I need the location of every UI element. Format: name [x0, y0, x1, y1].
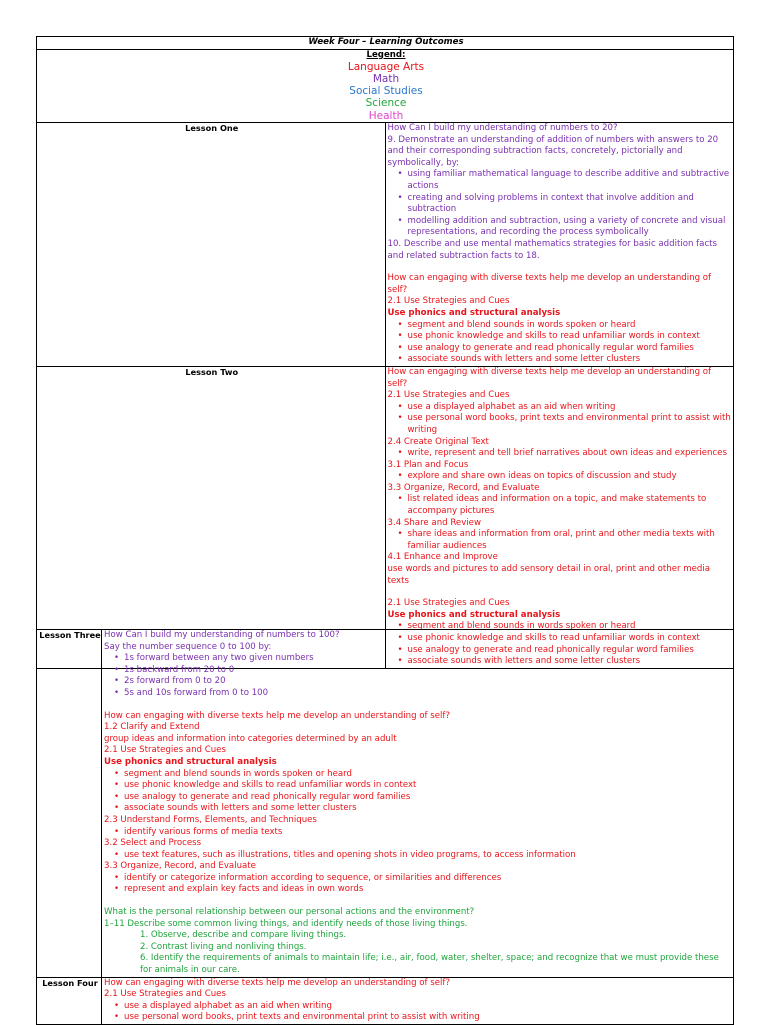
outcome-line: 3.1 Plan and Focus	[387, 459, 469, 470]
outcome-line: 3.3 Organize, Record, and Evaluate	[104, 861, 256, 872]
outcome-line: Use phonics and structural analysis	[387, 609, 561, 620]
legend-language-arts: Language Arts	[347, 60, 425, 73]
outcome-line: 2.1 Use Strategies and Cues	[104, 989, 226, 1000]
outcome-line: How Can I build my understanding of numbers to 20?	[387, 123, 618, 134]
outcome-line: 2.4 Create Original Text	[387, 436, 489, 447]
outcome-bullet: • segment and blend sounds in words spoken or heard	[388, 621, 734, 633]
lesson-three-row	[37, 630, 734, 978]
outcome-bullet: • identify or categorize information according to sequence, or similarities and differences	[104, 873, 733, 885]
title-row	[37, 37, 734, 50]
outcome-line: 9. Demonstrate an understanding of addition of numbers with answers to 20 and their corresponding subtraction facts, concretely, pictorially and symbolically, by:	[387, 134, 719, 168]
outcome-bullet: • use analogy to generate and read phonically regular word families	[388, 645, 734, 657]
outcome-line: 3.3 Organize, Record, and Evaluate	[387, 482, 540, 493]
lesson-three-content	[102, 630, 734, 978]
outcome-line: use words and pictures to add sensory detail in oral, print and other media texts	[387, 564, 711, 586]
outcome-line: How can engaging with diverse texts help me develop an understanding of self?	[387, 366, 712, 389]
outcome-bullet: • use text features, such as illustrations, titles and opening shots in video programs, to access information	[104, 850, 733, 862]
outcome-bullet: • use phonic knowledge and skills to read unfamiliar words in context	[104, 780, 733, 792]
legend-heading: Legend:	[366, 49, 406, 60]
legend-social-studies: Social Studies	[349, 85, 423, 98]
legend	[37, 49, 734, 122]
blank-line	[388, 587, 734, 598]
outcome-line: 1.2 Clarify and Extend	[104, 722, 200, 733]
blank-line	[388, 262, 734, 273]
lesson-two-label: Lesson Two	[37, 366, 386, 668]
outcome-line: 6. Identify the requirements of animals to maintain life; i.e., air, food, water, shelter, space; and recognize that we must provide these for animals in our care.	[140, 953, 719, 976]
outcome-line: 2.1 Use Strategies and Cues	[387, 296, 510, 307]
learning-outcomes-table-page2	[36, 629, 734, 1025]
lesson-one-row	[37, 123, 734, 367]
outcome-line: 3.4 Share and Review	[387, 517, 481, 528]
outcome-line: 2.1 Use Strategies and Cues	[104, 745, 226, 756]
outcome-bullet: • segment and blend sounds in words spoken or heard	[104, 769, 733, 781]
outcome-bullet: • explore and share own ideas on topics of discussion and study	[388, 471, 734, 483]
document-title: Week Four – Learning Outcomes	[37, 37, 734, 50]
outcome-bullet: • use personal word books, print texts and environmental print to assist with writing	[104, 1012, 733, 1024]
lesson-four-label: Lesson Four	[37, 977, 102, 1024]
outcome-bullet: • share ideas and information from oral, print and other media texts with familiar audiences	[388, 529, 734, 552]
outcome-bullet: • use a displayed alphabet as an aid when writing	[388, 402, 734, 414]
outcome-line: 1. Observe, describe and compare living things.	[140, 930, 347, 941]
outcome-line: 1–11 Describe some common living things, and identify needs of those living things.	[104, 918, 468, 929]
outcome-line: 2.3 Understand Forms, Elements, and Techniques	[104, 814, 317, 825]
outcome-bullet: • represent and explain key facts and ideas in own words	[104, 884, 733, 896]
outcome-bullet: • use analogy to generate and read phonically regular word families	[388, 343, 734, 355]
outcome-bullet: • creating and solving problems in context that involve addition and subtraction	[388, 193, 734, 216]
lesson-one-label: Lesson One	[37, 123, 386, 367]
outcome-line: group ideas and information into categories determined by an adult	[104, 733, 397, 744]
lesson-four-row	[37, 977, 734, 1024]
outcome-line: How can engaging with diverse texts help me develop an understanding of self?	[387, 273, 712, 295]
outcome-bullet: • 1s forward between any two given numbers	[104, 653, 733, 665]
outcome-bullet: • modelling addition and subtraction, using a variety of concrete and visual representations, and recording the process symbolically	[388, 216, 734, 239]
outcome-line: 2. Contrast living and nonliving things.	[140, 941, 307, 952]
outcome-line: 4.1 Enhance and Improve	[387, 552, 498, 563]
outcome-bullet: • use personal word books, print texts and environmental print to assist with writing	[388, 413, 734, 436]
outcome-bullet: • use phonic knowledge and skills to read unfamiliar words in context	[388, 633, 734, 645]
outcome-bullet: • associate sounds with letters and some letter clusters	[388, 656, 734, 668]
outcome-bullet: • using familiar mathematical language to describe additive and subtractive actions	[388, 169, 734, 192]
outcome-bullet: • use a displayed alphabet as an aid when writing	[104, 1001, 733, 1013]
outcome-bullet: • 2s forward from 0 to 20	[104, 676, 733, 688]
legend-math: Math	[372, 72, 400, 85]
outcome-bullet: • identify various forms of media texts	[104, 827, 733, 839]
outcome-bullet: • segment and blend sounds in words spoken or heard	[388, 320, 734, 332]
outcome-bullet: • use phonic knowledge and skills to read unfamiliar words in context	[388, 331, 734, 343]
outcome-bullet: • 5s and 10s forward from 0 to 100	[104, 688, 733, 700]
lesson-three-label: Lesson Three	[37, 630, 102, 978]
blank-line	[104, 700, 733, 711]
outcome-line: What is the personal relationship between our personal actions and the environment?	[104, 907, 475, 918]
lesson-four-content	[102, 977, 734, 1024]
outcome-line: Use phonics and structural analysis	[104, 756, 277, 767]
outcome-bullet: • use analogy to generate and read phonically regular word families	[104, 792, 733, 804]
outcome-line: How can engaging with diverse texts help me develop an understanding of self?	[104, 977, 451, 988]
outcome-line: Use phonics and structural analysis	[387, 307, 561, 318]
outcome-line: 2.1 Use Strategies and Cues	[387, 390, 510, 401]
outcome-line: 10. Describe and use mental mathematics strategies for basic addition facts and related subtraction facts to 18.	[387, 239, 718, 261]
lesson-one-content	[385, 123, 734, 367]
legend-row	[37, 49, 734, 122]
legend-science: Science	[365, 97, 407, 110]
outcome-line: How can engaging with diverse texts help me develop an understanding of self?	[104, 710, 451, 721]
lesson-two-row	[37, 366, 734, 668]
outcome-bullet: • list related ideas and information on a topic, and make statements to accompany pictures	[388, 494, 734, 517]
legend-health: Health	[368, 109, 404, 122]
outcome-line: Say the number sequence 0 to 100 by:	[104, 641, 272, 652]
learning-outcomes-table-page1	[36, 36, 734, 669]
lesson-two-content	[385, 366, 734, 668]
outcome-line: How Can I build my understanding of numbers to 100?	[104, 630, 340, 640]
outcome-bullet: • associate sounds with letters and some letter clusters	[104, 803, 733, 815]
outcome-line: 2.1 Use Strategies and Cues	[387, 598, 510, 609]
blank-line	[104, 896, 733, 907]
outcome-bullet: • 1s backward from 20 to 0	[104, 665, 733, 677]
outcome-line: 3.2 Select and Process	[104, 838, 202, 849]
outcome-bullet: • write, represent and tell brief narratives about own ideas and experiences	[388, 448, 734, 460]
outcome-bullet: • associate sounds with letters and some letter clusters	[388, 354, 734, 366]
